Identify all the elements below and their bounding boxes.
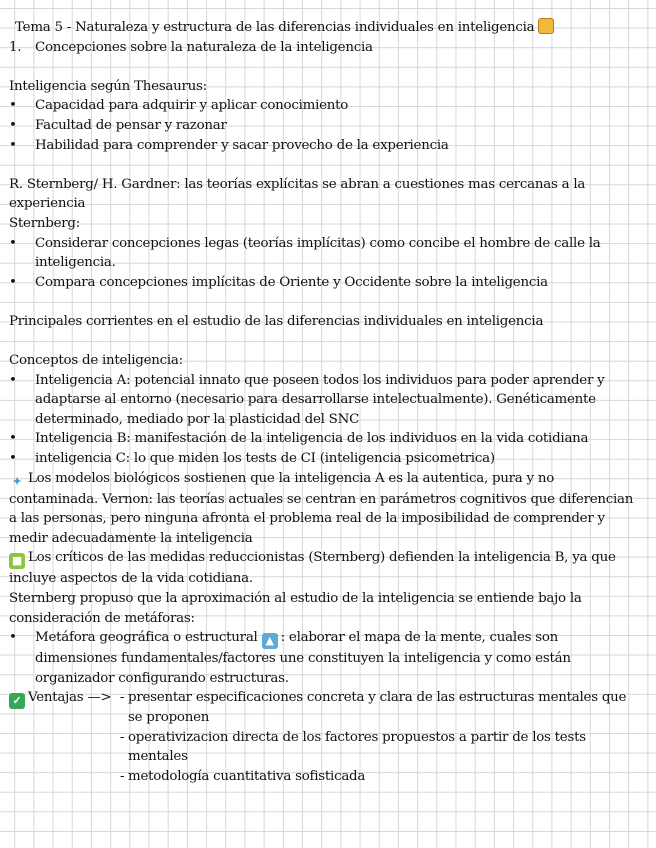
list-item [120, 688, 637, 727]
bullet-marker: • [9, 98, 17, 114]
list-item [9, 273, 637, 293]
list-item [9, 96, 637, 116]
list-item [120, 767, 637, 787]
thesaurus-heading: Inteligencia según Thesaurus: [9, 78, 207, 94]
list-item-text: Considerar concepciones legas (teorías implícitas) como concibe el hombre de calle la inteligencia. [35, 235, 601, 271]
bullet-marker: • [9, 274, 17, 290]
ventajas-label [9, 688, 120, 786]
bullet-marker: • [9, 117, 17, 133]
bullet-marker: • [9, 235, 17, 251]
dna-icon: ✦ [12, 474, 22, 488]
list-item [9, 371, 637, 430]
bullet-marker: • [9, 431, 17, 447]
bullet-marker: • [9, 137, 17, 153]
list-item-text: operativizacion directa de los factores propuestos a partir de los tests mentales [128, 729, 586, 765]
list-item-text: presentar especificaciones concreta y clara de las estructuras mentales que se proponen [128, 690, 627, 725]
sternberg-gardner-paragraph: R. Sternberg/ H. Gardner: las teorías explícitas se abran a cuestiones mas cercanas a la experiencia [9, 176, 586, 212]
list-item-text: Inteligencia A: potencial innato que poseen todos los individuos para poder aprender y adaptarse al entorno (necesario para desarrollarse intelectualmente). Genéticamente determinado, mediado por la plasticidad del SNC [35, 372, 605, 427]
list-item-text: metodología cuantitativa sofisticada [128, 768, 366, 784]
dash-marker: - [120, 729, 125, 745]
dash-marker: - [120, 768, 125, 784]
list-item-text: Habilidad para comprender y sacar provecho de la experiencia [35, 137, 449, 153]
section-number: 1. [9, 39, 22, 55]
criticos-text: Los críticos de las medidas reduccionistas (Sternberg) defienden la inteligencia B, ya que incluye aspectos de la vida cotidiana. [9, 550, 616, 587]
conceptos-heading: Conceptos de inteligencia: [9, 353, 183, 369]
metaforas-paragraph: Sternberg propuso que la aproximación al estudio de la inteligencia se entiende bajo la consideración de metáforas: [9, 591, 582, 626]
section-1-text: Concepciones sobre la naturaleza de la inteligencia [35, 39, 373, 55]
list-item-text: Capacidad para adquirir y aplicar conocimiento [35, 98, 349, 114]
package-icon [538, 18, 554, 34]
ventajas-block [9, 688, 637, 786]
title-text: Tema 5 - Naturaleza y estructura de las diferencias individuales en inteligencia [15, 20, 535, 35]
list-item-text: Compara concepciones implícitas de Oriente y Occidente sobre la inteligencia [35, 274, 548, 290]
dash-marker: - [120, 690, 125, 706]
list-item [9, 116, 637, 136]
biologicos-paragraph [9, 469, 637, 549]
list-item-text: inteligencia C: lo que miden los tests de CI (inteligencia psicometrica) [35, 451, 495, 467]
metafora-rest: : elaborar el mapa de la mente, cuales son dimensiones fundamentales/factores une constituyen la inteligencia y como están organizador configurando estructuras. [35, 630, 571, 686]
criticos-paragraph [9, 548, 637, 589]
bullet-marker: • [9, 372, 17, 388]
bullet-marker: • [9, 451, 17, 467]
biologicos-text: Los modelos biológicos sostienen que la inteligencia A es la autentica, pura y no contaminada. Vernon: las teorías actuales se centran en parámetros cognitivos que diferencian a las personas, pero ninguna afronta el problema real de la imposibilidad de comprender y medir adecuadamente la inteligencia [9, 470, 634, 546]
page-title [9, 18, 637, 38]
puzzle-icon: ■ [9, 553, 25, 569]
list-item [9, 234, 637, 273]
list-item [9, 628, 637, 688]
check-mark-icon: ✓ [9, 693, 25, 709]
ventajas-label-text: Ventajas —> [28, 690, 112, 706]
corrientes-heading: Principales corrientes en el estudio de las diferencias individuales en inteligencia [9, 313, 544, 329]
sternberg-heading: Sternberg: [9, 215, 80, 231]
notes-page [9, 18, 637, 786]
bullet-marker: • [9, 630, 17, 646]
list-item [9, 429, 637, 449]
list-item-text: Facultad de pensar y razonar [35, 117, 227, 133]
section-1-heading [9, 38, 637, 58]
map-icon: ▲ [262, 633, 278, 649]
list-item [120, 728, 637, 767]
list-item [9, 449, 637, 469]
ventajas-list [120, 688, 637, 786]
list-item-text: Inteligencia B: manifestación de la inteligencia de los individuos en la vida cotidiana [35, 431, 589, 447]
list-item [9, 136, 637, 156]
metafora-lead: Metáfora geográfica o estructural [35, 630, 258, 646]
